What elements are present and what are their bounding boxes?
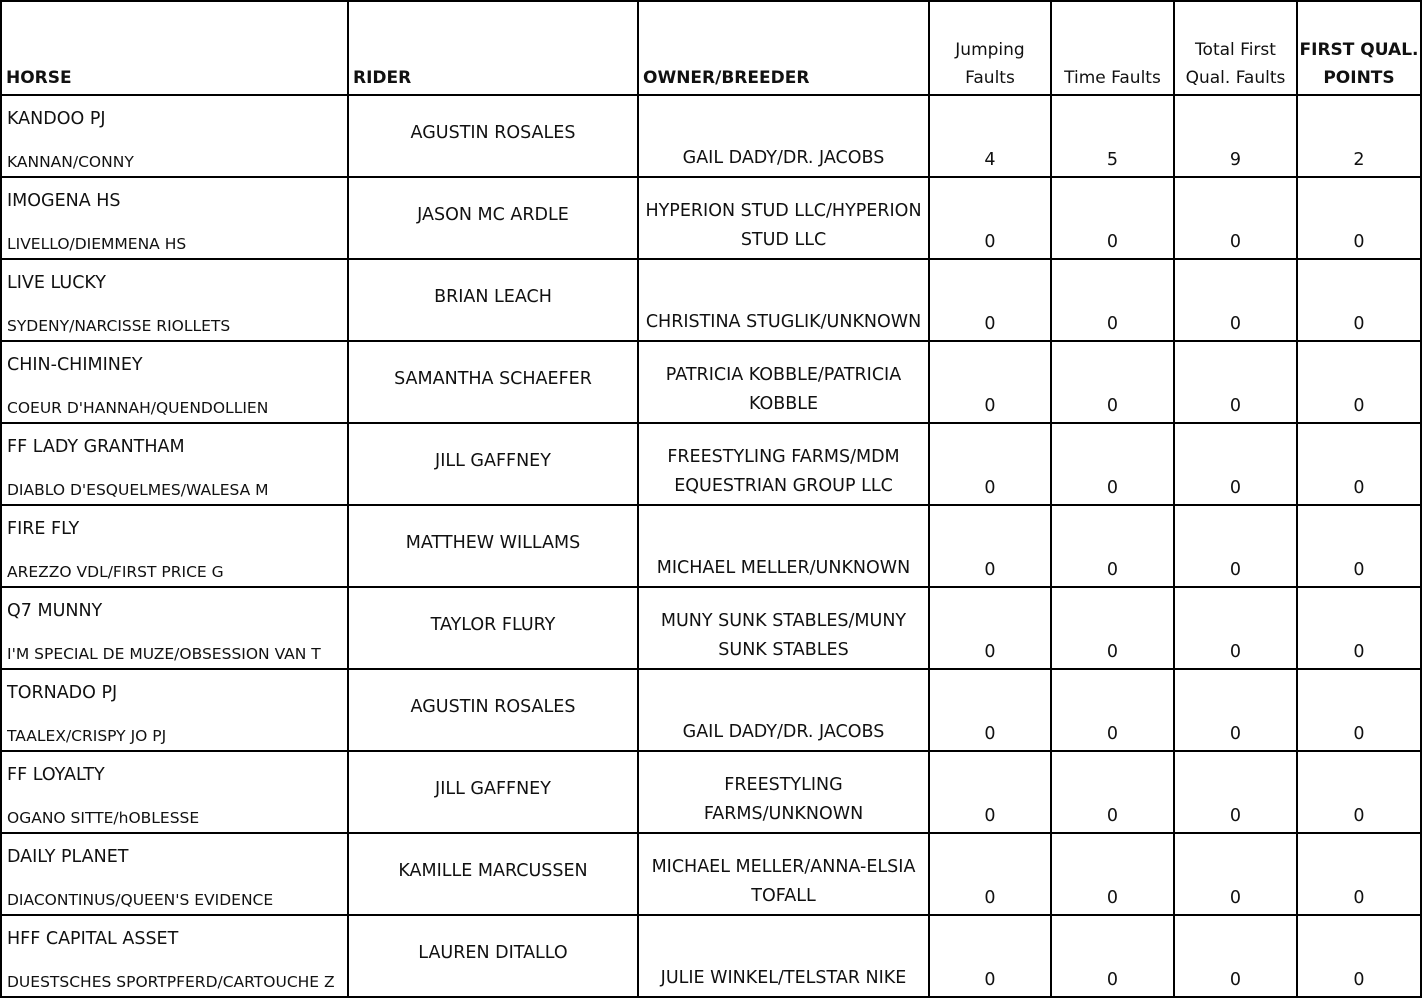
rider-cell: SAMANTHA SCHAEFER [348,341,638,423]
table-row [1,505,1421,587]
total-faults-cell: 0 [1174,341,1297,423]
horse-name: IMOGENA HS [7,191,121,211]
rider-cell: LAUREN DITALLO [348,915,638,997]
header-row [1,1,1421,95]
horse-cell [1,259,348,341]
horse-cell [1,587,348,669]
rider-cell: AGUSTIN ROSALES [348,669,638,751]
time-faults-cell: 0 [1051,341,1174,423]
owner-breeder-cell: MICHAEL MELLER/UNKNOWN [638,505,929,587]
owner-breeder-cell: FREESTYLING FARMS/MDM EQUESTRIAN GROUP LLC [638,423,929,505]
jumping-faults-cell: 4 [929,95,1051,177]
total-faults-cell: 0 [1174,177,1297,259]
time-faults-cell: 0 [1051,505,1174,587]
first-qual-points-cell: 0 [1297,751,1421,833]
horse-cell [1,833,348,915]
total-faults-cell: 0 [1174,669,1297,751]
owner-breeder-cell: FREESTYLING FARMS/UNKNOWN [638,751,929,833]
time-faults-cell: 0 [1051,259,1174,341]
jumping-faults-cell: 0 [929,177,1051,259]
header-points-line-1: FIRST QUAL. [1299,40,1419,60]
jumping-faults-cell: 0 [929,915,1051,997]
jumping-faults-cell: 0 [929,423,1051,505]
table-row [1,915,1421,997]
header-points-line-2: POINTS [1323,68,1395,88]
horse-cell [1,505,348,587]
table-row [1,177,1421,259]
owner-breeder-cell: JULIE WINKEL/TELSTAR NIKE [638,915,929,997]
header-horse: HORSE [1,1,348,95]
first-qual-points-cell: 0 [1297,259,1421,341]
horse-breeding: DIACONTINUS/QUEEN'S EVIDENCE [7,891,274,909]
table-row [1,669,1421,751]
rider-cell: JASON MC ARDLE [348,177,638,259]
horse-breeding: SYDENY/NARCISSE RIOLLETS [7,317,231,335]
table-row [1,259,1421,341]
horse-breeding: DIABLO D'ESQUELMES/WALESA M [7,481,269,499]
rider-cell: JILL GAFFNEY [348,751,638,833]
horse-cell [1,669,348,751]
header-owner-breeder: OWNER/BREEDER [638,1,929,95]
horse-name: FF LADY GRANTHAM [7,437,185,457]
horse-breeding: COEUR D'HANNAH/QUENDOLLIEN [7,399,269,417]
horse-name: KANDOO PJ [7,109,106,129]
table-row [1,423,1421,505]
total-faults-cell: 0 [1174,751,1297,833]
table-row [1,587,1421,669]
horse-name: Q7 MUNNY [7,601,103,621]
horse-name: CHIN-CHIMINEY [7,355,143,375]
horse-cell [1,751,348,833]
table-row [1,95,1421,177]
total-faults-cell: 0 [1174,423,1297,505]
jumping-faults-cell: 0 [929,505,1051,587]
jumping-faults-cell: 0 [929,833,1051,915]
horse-breeding: LIVELLO/DIEMMENA HS [7,235,187,253]
horse-name: FF LOYALTY [7,765,105,785]
time-faults-cell: 0 [1051,915,1174,997]
first-qual-points-cell: 0 [1297,341,1421,423]
total-faults-cell: 0 [1174,587,1297,669]
total-faults-cell: 0 [1174,259,1297,341]
rider-cell: BRIAN LEACH [348,259,638,341]
first-qual-points-cell: 0 [1297,587,1421,669]
first-qual-points-cell: 0 [1297,177,1421,259]
owner-breeder-cell: PATRICIA KOBBLE/PATRICIA KOBBLE [638,341,929,423]
first-qual-points-cell: 0 [1297,833,1421,915]
owner-breeder-cell: MICHAEL MELLER/ANNA-ELSIA TOFALL [638,833,929,915]
header-first-qual-points [1297,1,1421,95]
time-faults-cell: 0 [1051,833,1174,915]
total-faults-cell: 0 [1174,505,1297,587]
table-row [1,751,1421,833]
horse-breeding: KANNAN/CONNY [7,153,134,171]
jumping-faults-cell: 0 [929,341,1051,423]
rider-cell: TAYLOR FLURY [348,587,638,669]
total-faults-cell: 9 [1174,95,1297,177]
horse-breeding: OGANO SITTE/hOBLESSE [7,809,200,827]
jumping-faults-cell: 0 [929,751,1051,833]
horse-breeding: TAALEX/CRISPY JO PJ [7,727,167,745]
horse-name: LIVE LUCKY [7,273,106,293]
horse-breeding: DUESTSCHES SPORTPFERD/CARTOUCHE Z [7,973,335,991]
jumping-faults-cell: 0 [929,259,1051,341]
table-row [1,341,1421,423]
time-faults-cell: 0 [1051,423,1174,505]
owner-breeder-cell: MUNY SUNK STABLES/MUNY SUNK STABLES [638,587,929,669]
time-faults-cell: 0 [1051,587,1174,669]
horse-breeding: AREZZO VDL/FIRST PRICE G [7,563,224,581]
first-qual-points-cell: 0 [1297,915,1421,997]
header-jumping-faults [929,1,1051,95]
total-faults-cell: 0 [1174,915,1297,997]
total-faults-cell: 0 [1174,833,1297,915]
owner-breeder-cell: HYPERION STUD LLC/HYPERION STUD LLC [638,177,929,259]
horse-cell [1,915,348,997]
first-qual-points-cell: 2 [1297,95,1421,177]
horse-breeding: I'M SPECIAL DE MUZE/OBSESSION VAN T [7,645,321,663]
header-total-line-2: Qual. Faults [1185,68,1286,88]
owner-breeder-cell: GAIL DADY/DR. JACOBS [638,669,929,751]
owner-breeder-cell: CHRISTINA STUGLIK/UNKNOWN [638,259,929,341]
header-jumping-line-1: Jumping [955,40,1025,60]
table-row [1,833,1421,915]
rider-cell: AGUSTIN ROSALES [348,95,638,177]
time-faults-cell: 0 [1051,751,1174,833]
time-faults-cell: 5 [1051,95,1174,177]
rider-cell: MATTHEW WILLAMS [348,505,638,587]
time-faults-cell: 0 [1051,177,1174,259]
jumping-faults-cell: 0 [929,669,1051,751]
horse-name: HFF CAPITAL ASSET [7,929,179,949]
horse-cell [1,341,348,423]
header-total-line-1: Total First [1195,40,1276,60]
horse-name: FIRE FLY [7,519,80,539]
header-time-faults: Time Faults [1051,1,1174,95]
rider-cell: KAMILLE MARCUSSEN [348,833,638,915]
rider-cell: JILL GAFFNEY [348,423,638,505]
time-faults-cell: 0 [1051,669,1174,751]
header-total-first-qual-faults [1174,1,1297,95]
horse-cell [1,177,348,259]
header-rider: RIDER [348,1,638,95]
results-body [1,95,1421,997]
horse-cell [1,423,348,505]
jumping-faults-cell: 0 [929,587,1051,669]
first-qual-points-cell: 0 [1297,669,1421,751]
horse-name: DAILY PLANET [7,847,129,867]
header-jumping-line-2: Faults [965,68,1015,88]
horse-cell [1,95,348,177]
owner-breeder-cell: GAIL DADY/DR. JACOBS [638,95,929,177]
first-qual-points-cell: 0 [1297,423,1421,505]
first-qual-points-cell: 0 [1297,505,1421,587]
horse-name: TORNADO PJ [7,683,118,703]
